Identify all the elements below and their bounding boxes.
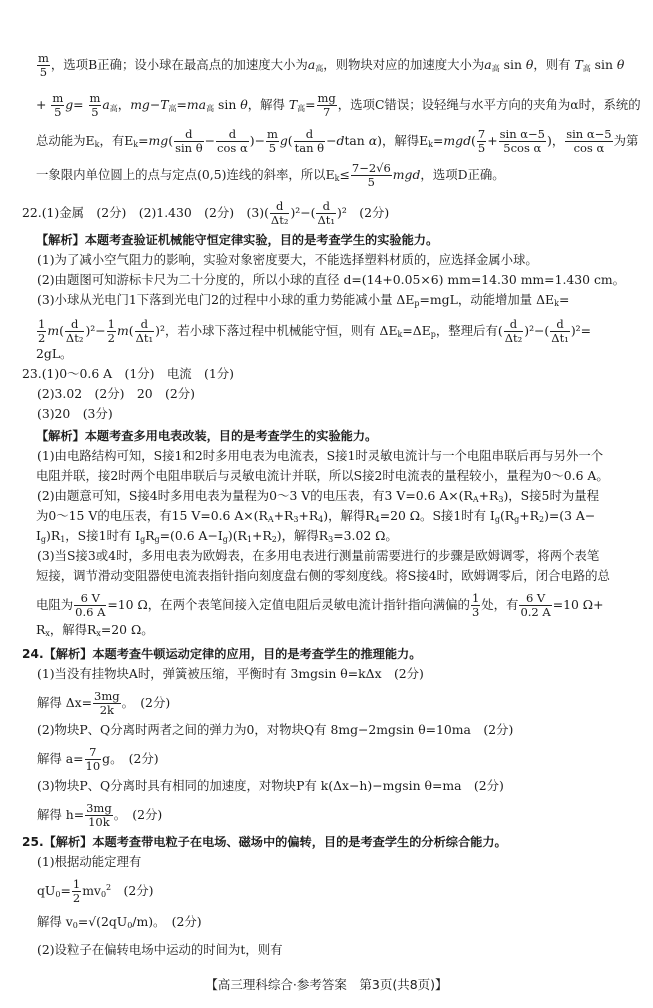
text-line: 解得 a= $\frac{7}{10}$ g。 (2分) xyxy=(37,745,159,773)
text-line: (1)由电路结构可知，S接1和2时多用电表为电流表，S接1时灵敏电流计与一个电阻串联后再与另外一个 xyxy=(37,448,604,463)
q22-analysis-heading: 【解析】本题考查验证机械能守恒定律实验，目的是考查学生的实验能力。 xyxy=(36,233,439,247)
text-line: + $\frac{m}{5}$ g= $\frac{m}{5}$ $a_高$，$mg-T_高=ma_高$ sin θ，解得 $T_高=$ $\frac{mg}{7}$ ，选项C错误；设轻绳与水平方向的夹角为α时，系统的 xyxy=(36,91,641,119)
q25-analysis-heading: 25.【解析】本题考查带电粒子在电场、磁场中的偏转，目的是考查学生的分析综合能力。 xyxy=(22,835,507,849)
q23-analysis-heading: 【解析】本题考查多用电表改装，目的是考查学生的实验能力。 xyxy=(36,429,378,443)
text-line: 一象限内单位圆上的点与定点(0,5)连线的斜率，所以$E_k\le$ $\frac{7-2√6}{5}$ mgd，选项D正确。 xyxy=(36,161,505,189)
text-line: 总动能为$E_k$，有$E_k=mg$( $\frac{d}{\text{sin θ}}$ − $\frac{d}{\text{cos α}}$ )− $\frac{m}{5}$ g( $\frac{d}{\text{tan θ}}$ −dtan α)，解得$E_k=mgd$( $\frac{7}{5}$ + $\frac{\text{sin α−5}}{\text{5cos α}}$ )， $\frac{\text{sin α−5}}{\text{cos α}}$ 为第 xyxy=(36,127,639,155)
text-line: (3)当S接3或4时，多用电表为欧姆表，在多用电表进行测量前需要进行的步骤是欧姆调零，将两个表笔 xyxy=(37,548,600,563)
text-line: 电阻并联，接2时两个电阻串联后与灵敏电流计并联，所以S接2时电流表的量程较小，量程为0～0.6 A。 xyxy=(36,468,609,483)
text-line: 解得 Δx= $\frac{3mg}{2k}$ 。 (2分) xyxy=(37,689,171,717)
text-line: 解得 $v_0=√(2qU_0/m)$。 (2分) xyxy=(37,914,202,930)
text-line: (3)物块P、Q分离时具有相同的加速度，对物块P有 k(Δx−h)−mgsin θ=ma (2分) xyxy=(37,778,504,793)
text-line: (2)由题图可知游标卡尺为二十分度的，所以小球的直径 d=(14+0.05×6) mm=14.30 mm=1.430 cm。 xyxy=(37,272,626,287)
text-line: (2)物块P、Q分离时两者之间的弹力为0，对物块Q有 8mg−2mgsin θ=10ma (2分) xyxy=(37,722,514,737)
text-line: (3)小球从光电门1下落到光电门2的过程中小球的重力势能减小量 $\Delta E_p=mgL$，动能增加量 $\Delta E_k=$ xyxy=(37,292,570,308)
text-line: $\frac{m}{5}$ ，选项B正确；设小球在最高点的加速度大小为$a_高$，则物块对应的加速度大小为$a_高$ sin θ，则有 $T_高$ sin θ xyxy=(38,51,625,79)
page-footer: 【高三理科综合·参考答案 第3页(共8页)】 xyxy=(205,977,448,992)
text-line: 为0～15 V的电压表，有15 V=0.6 $A\times(R_A+R_3+R_4)$，解得$R_4=20$ Ω。S接1时有 $I_g(R_g+R_2)=(3$ A− xyxy=(36,508,596,524)
text-line: (1)为了减小空气阻力的影响，实验对象密度要大，不能选择塑料材质的，应选择金属小球。 xyxy=(37,252,538,267)
text-line: 电阻为 $\frac{6 V}{0.6 A}$ =10 Ω，在两个表笔间接入定值电阻后灵敏电流计指针指向满偏的 $\frac{1}{3}$ 处，有 $\frac{6 V}{0.2 A}$ =10 Ω+ xyxy=(36,591,604,619)
q24-analysis-heading: 24.【解析】本题考查牛顿运动定律的应用，目的是考查学生的推理能力。 xyxy=(22,647,422,661)
text-line: 短接，调节滑动变阻器使电流表指针指向刻度盘右侧的零刻度线。将S接4时，欧姆调零后，闭合电路的总 xyxy=(36,568,610,583)
q23-answer: 23.(1)0～0.6 A (1分) 电流 (1分) xyxy=(22,366,234,381)
text-line: $I_g)R_1$，S接1时有 $I_gR_g=(0.6$ $A-I_g)(R_1+R_2)$，解得$R_3=3.02$ Ω。 xyxy=(36,528,398,544)
text-line: (3)20 (3分) xyxy=(37,406,113,421)
text-line: (2)3.02 (2分) 20 (2分) xyxy=(37,386,195,401)
text-line: (2)由题意可知，S接4时多用电表为量程为0～3 V的电压表，有3 V=0.6 $A\times(R_A+R_3)$，S接5时为量程 xyxy=(37,488,600,504)
text-line: (1)根据动能定理有 xyxy=(37,854,142,869)
text-line: (1)当没有挂物块A时，弹簧被压缩，平衡时有 3mgsin θ=kΔx (2分) xyxy=(37,666,424,681)
text-line: $\frac{1}{2}$ m( $\frac{d}{\text{Δt₂}}$ )²− $\frac{1}{2}$ m( $\frac{d}{\text{Δt₁}}$ )²，若小球下落过程中机械能守恒，则有 $\Delta E_k=\Delta E_p$，整理后有( $\frac{d}{\text{Δt₂}}$ )²−( $\frac{d}{\text{Δt₁}}$ )²= xyxy=(38,317,591,345)
text-line: 解得 h= $\frac{3mg}{10k}$ 。 (2分) xyxy=(37,801,163,829)
text-line: $qU_0=$ $\frac{1}{2}$ $mv_0^2$ (2分) xyxy=(37,877,154,905)
text-line: (2)设粒子在偏转电场中运动的时间为t，则有 xyxy=(37,942,283,957)
q22-answer: 22.(1)金属 (2分) (2)1.430 (2分) (3)( $\frac{d}{\text{Δt₂}}$ )²−( $\frac{d}{\text{Δt₁}}$ )² (2分) xyxy=(22,199,390,227)
text-line: $R_x$，解得$R_x=20$ Ω。 xyxy=(36,622,154,638)
text-line: 2gL。 xyxy=(36,346,73,361)
